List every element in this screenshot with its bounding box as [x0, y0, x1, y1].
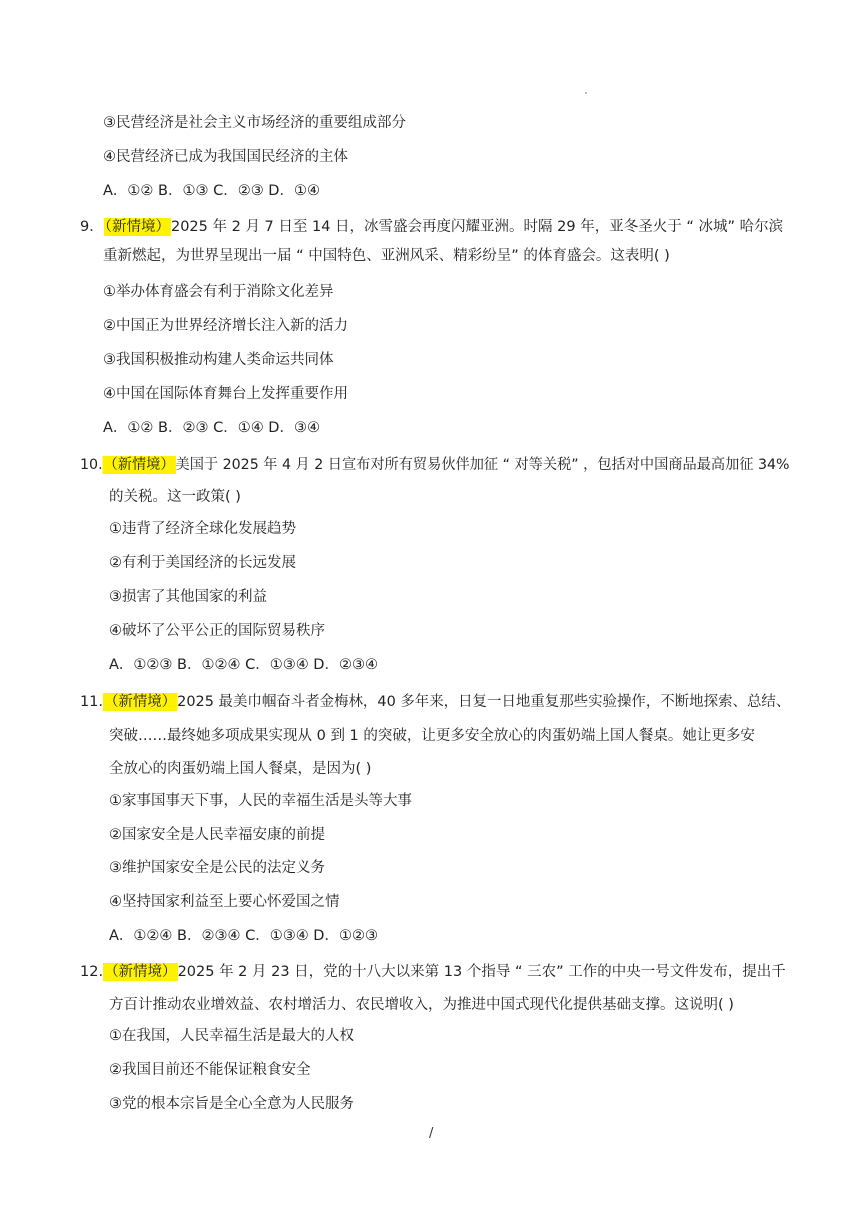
question-text: 2025 年 2 月 23 日，党的十八大以来第 13 个指导 “ 三农” 工作的中央一号文件发布，提出千	[177, 964, 786, 980]
question-10-line-1	[80, 455, 790, 475]
question-12-line-1	[80, 962, 786, 982]
question-11-line-3: 全放心的肉蛋奶端上国人餐桌，是因为( )	[109, 761, 372, 777]
question-10-line-2: 的关税。这一政策( )	[109, 489, 241, 505]
question-9-option-4: ④中国在国际体育舞台上发挥重要作用	[103, 386, 348, 402]
question-9-answer-choices: A．①② B．②③ C．①④ D．③④	[103, 420, 320, 436]
question-9-line-1	[80, 217, 783, 237]
question-text: 2025 年 2 月 7 日至 14 日，冰雪盛会再度闪耀亚洲。时隔 29 年，亚冬圣火于 “ 冰城” 哈尔滨	[170, 219, 784, 235]
question-10-option-3: ③损害了其他国家的利益	[109, 589, 267, 605]
question-9-option-3: ③我国积极推动构建人类命运共同体	[103, 352, 334, 368]
question-10-option-4: ④破坏了公平公正的国际贸易秩序	[109, 623, 325, 639]
page-footer: /	[429, 1126, 434, 1141]
question-10-option-2: ②有利于美国经济的长远发展	[109, 555, 296, 571]
question-number: 9．	[80, 219, 104, 235]
question-text: 2025 最美巾帼奋斗者金梅林，40 多年来，日复一日地重复那些实验操作，不断地探索、总结、	[177, 694, 791, 710]
page-speck	[585, 92, 587, 94]
question-number: 12.	[80, 964, 104, 980]
question-10-option-1: ①违背了经济全球化发展趋势	[109, 521, 296, 537]
question-11-line-1	[80, 692, 790, 712]
question-11-option-3: ③维护国家安全是公民的法定义务	[109, 860, 325, 876]
prev-option-4: ④民营经济已成为我国国民经济的主体	[103, 149, 348, 165]
question-12-line-2: 方百计推动农业增效益、农村增活力、农民增收入，为推进中国式现代化提供基础支撑。这说明( )	[109, 997, 734, 1013]
question-11-line-2: 突破……最终她多项成果实现从 0 到 1 的突破，让更多安全放心的肉蛋奶端上国人餐桌。她让更多安	[109, 728, 755, 744]
new-context-tag: （新情境）	[103, 694, 177, 710]
question-10-answer-choices: A．①②③ B．①②④ C．①③④ D．②③④	[109, 657, 378, 673]
question-11-answer-choices: A．①②④ B．②③④ C．①③④ D．①②③	[109, 928, 378, 944]
question-12-option-2: ②我国目前还不能保证粮食安全	[109, 1062, 311, 1078]
question-12-option-1: ①在我国，人民幸福生活是最大的人权	[109, 1028, 354, 1044]
question-text: 美国于 2025 年 4 月 2 日宣布对所有贸易伙伴加征 “ 对等关税” ，包括对中国商品最高加征 34%	[175, 457, 790, 473]
prev-answer-choices: A．①② B．①③ C．②③ D．①④	[103, 183, 320, 199]
question-11-option-4: ④坚持国家利益至上要心怀爱国之情	[109, 894, 340, 910]
question-9-option-2: ②中国正为世界经济增长注入新的活力	[103, 318, 348, 334]
new-context-tag: （新情境）	[103, 457, 175, 473]
question-number: 11.	[80, 694, 103, 710]
question-11-option-1: ①家事国事天下事，人民的幸福生活是头等大事	[109, 793, 412, 809]
question-12-option-3: ③党的根本宗旨是全心全意为人民服务	[109, 1096, 354, 1112]
question-9-option-1: ①举办体育盛会有利于消除文化差异	[103, 284, 334, 300]
question-11-option-2: ②国家安全是人民幸福安康的前提	[109, 827, 325, 843]
question-9-line-2: 重新燃起，为世界呈现出一届 “ 中国特色、亚洲风采、精彩纷呈” 的体育盛会。这表明( )	[103, 248, 670, 264]
question-number: 10.	[80, 457, 103, 473]
prev-option-3: ③民营经济是社会主义市场经济的重要组成部分	[103, 115, 406, 131]
new-context-tag: （新情境）	[104, 964, 177, 980]
new-context-tag: （新情境）	[104, 219, 170, 235]
